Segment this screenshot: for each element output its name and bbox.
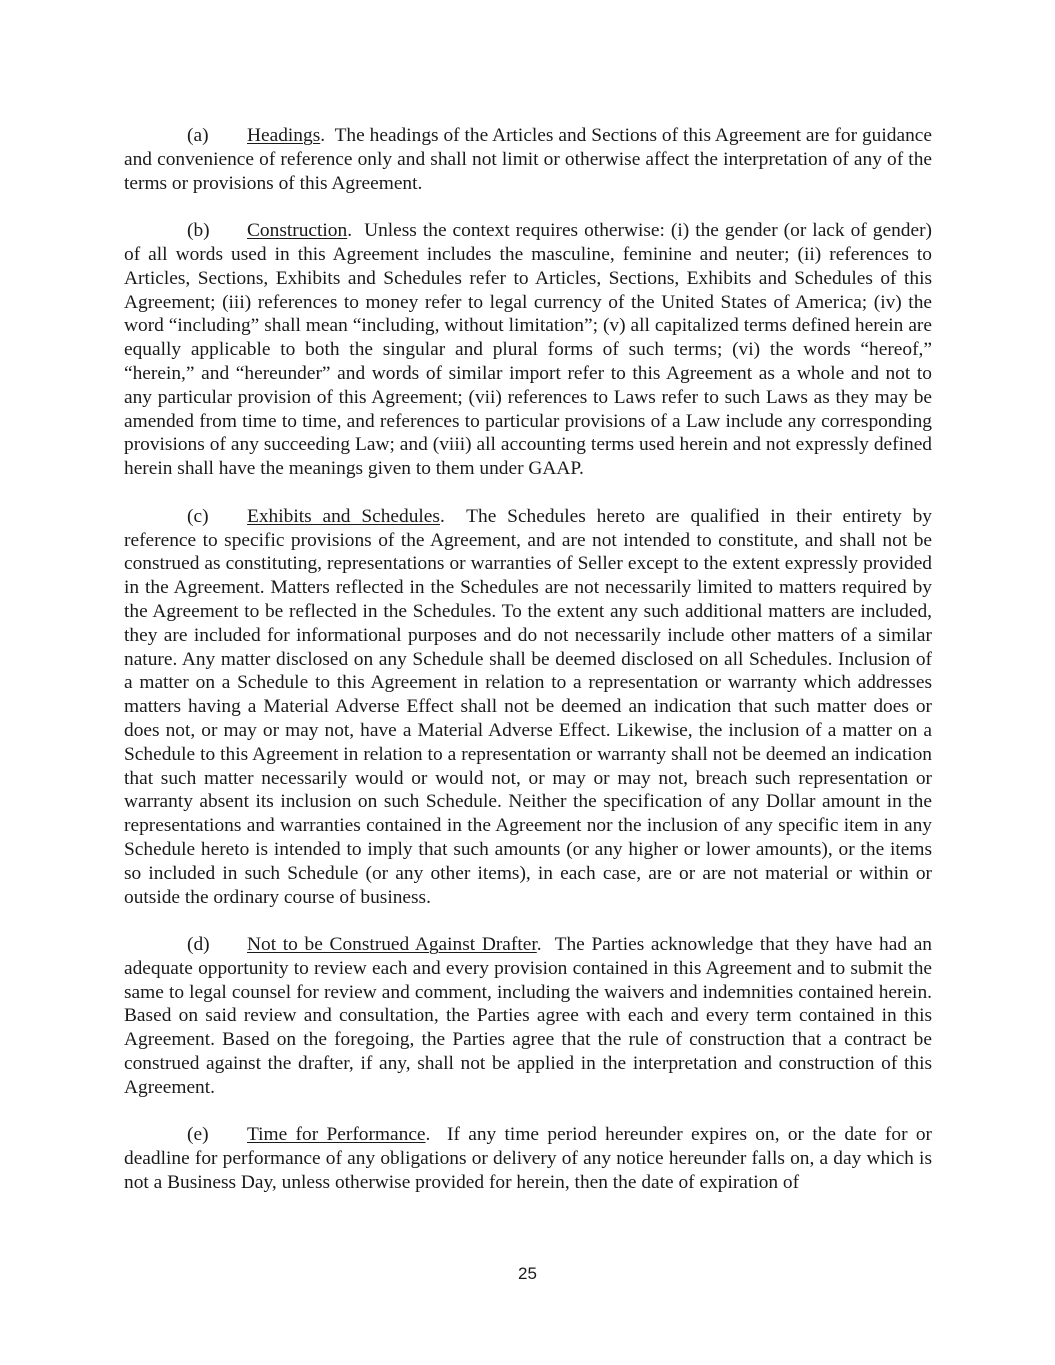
paragraph-label: (d) xyxy=(187,934,210,956)
paragraph-heading: Construction xyxy=(247,220,348,242)
paragraph-text: Unless the context requires otherwise: (i) the gender (or lack of gender) of all words used in this Agreement includes the masculine, feminine and neuter; (ii) references to Articles, Sections, Exhibits and Schedules refer to Articles, Sections, Exhibits and Schedules of this Agreement; (iii) references to money refer to legal currency of the United States of America; (iv) the word “including” shall mean “including, without limitation”; (v) all capitalized terms defined herein are equally applicable to both the singular and plural forms of such terms; (vi) the words “hereof,” “herein,” and “hereunder” and words of similar import refer to this Agreement as a whole and not to any particular provision of this Agreement; (vii) references to Laws refer to such Laws as they may be amended from time to time, and references to particular provisions of a Law include any corresponding provisions of any succeeding Law; and (viii) all accounting terms used herein and not expressly defined herein shall have the meanings given to them under GAAP. xyxy=(124,220,932,480)
paragraph-a: (a) Headings. The headings of the Articles and Sections of this Agreement are for guidance and convenience of reference only and shall not limit or otherwise affect the interpretation of any of the terms or provisions of this Agreement. xyxy=(124,125,932,194)
document-body xyxy=(124,124,932,1195)
paragraph-text: The Schedules hereto are qualified in their entirety by reference to specific provisions of the Agreement, and are not intended to constitute, and shall not be construed as constituting, representations or warranties of Seller except to the extent expressly provided in the Agreement. Matters reflected in the Schedules are not necessarily limited to matters required by the Agreement to be reflected in the Schedules. To the extent any such additional matters are included, they are included for informational purposes and do not necessarily include other matters of a similar nature. Any matter disclosed on any Schedule shall be deemed disclosed on all Schedules. Inclusion of a matter on a Schedule to this Agreement in relation to a representation or warranty which addresses matters having a Material Adverse Effect shall not be deemed an indication that such matter does or does not, or may or may not, have a Material Adverse Effect. Likewise, the inclusion of a matter on a Schedule to this Agreement in relation to a representation or warranty shall not be deemed an indication that such matter necessarily would or would not, or may or may not, breach such representation or warranty absent its inclusion on such Schedule. Neither the specification of any Dollar amount in the representations and warranties contained in the Agreement nor the inclusion of any specific item in any Schedule hereto is intended to imply that such amounts (or any higher or lower amounts), or the items so included in such Schedule (or any other items), in each case, are or are not material or within or outside the ordinary course of business. xyxy=(124,505,932,908)
paragraph-label: (e) xyxy=(187,1124,209,1146)
paragraph-d: (d) Not to be Construed Against Drafter. The Parties acknowledge that they have had an adequate opportunity to review each and every provision contained in this Agreement and to submit the same to legal counsel for review and comment, including the waivers and indemnities contained herein. Based on said review and consultation, the Parties agree with each and every term contained in this Agreement. Based on the foregoing, the Parties agree that the rule of construction that a contract be construed against the drafter, if any, shall not be applied in the interpretation and construction of this Agreement. xyxy=(124,934,933,1098)
paragraph-c: (c) Exhibits and Schedules. The Schedules hereto are qualified in their entirety by reference to specific provisions of the Agreement, and are not intended to constitute, and shall not be construed as constituting, representations or warranties of Seller except to the extent expressly provided in the Agreement. Matters reflected in the Schedules are not necessarily limited to matters required by the Agreement to be reflected in the Schedules. To the extent any such additional matters are included, they are included for informational purposes and do not necessarily include other matters of a similar nature. Any matter disclosed on any Schedule shall be deemed disclosed on all Schedules. Inclusion of a matter on a Schedule to this Agreement in relation to a representation or warranty which addresses matters having a Material Adverse Effect shall not be deemed an indication that such matter does or does not, or may or may not, have a Material Adverse Effect. Likewise, the inclusion of a matter on a Schedule to this Agreement in relation to a representation or warranty shall not be deemed an indication that such matter necessarily would or would not, or may or may not, breach such representation or warranty absent its inclusion on such Schedule. Neither the specification of any Dollar amount in the representations and warranties contained in the Agreement nor the inclusion of any specific item in any Schedule hereto is intended to imply that such amounts (or any higher or lower amounts), or the items so included in such Schedule (or any other items), in each case, are or are not material or within or outside the ordinary course of business. xyxy=(124,505,932,908)
paragraph-heading: Headings xyxy=(247,125,321,146)
paragraph-label: (a) xyxy=(187,125,209,146)
paragraph-label: (c) xyxy=(187,505,209,527)
paragraph-e: (e) Time for Performance. If any time period hereunder expires on, or the date for or deadline for performance of any obligations or delivery of any notice hereunder falls on, a day which is not a Business Day, unless otherwise provided for herein, then the date of expiration of xyxy=(124,1124,932,1194)
paragraph-heading: Exhibits and Schedules xyxy=(247,505,440,527)
paragraph-heading: Not to be Construed Against Drafter xyxy=(247,934,537,956)
paragraph-text: The Parties acknowledge that they have had an adequate opportunity to review each and every provision contained in this Agreement and to submit the same to legal counsel for review and comment, including the waivers and indemnities contained herein. Based on said review and consultation, the Parties agree with each and every term contained in this Agreement. Based on the foregoing, the Parties agree that the rule of construction that a contract be construed against the drafter, if any, shall not be applied in the interpretation and construction of this Agreement. xyxy=(124,934,933,1098)
paragraph-text: The headings of the Articles and Sections of this Agreement are for guidance and convenience of reference only and shall not limit or otherwise affect the interpretation of any of the terms or provisions of this Agreement. xyxy=(124,125,932,194)
page-number: 25 xyxy=(518,1264,537,1283)
paragraph-heading: Time for Performance xyxy=(247,1124,426,1146)
paragraph-text: If any time period hereunder expires on, or the date for or deadline for performance of any obligations or delivery of any notice hereunder falls on, a day which is not a Business Day, unless otherwise provided for herein, then the date of expiration of xyxy=(124,1124,932,1194)
paragraph-label: (b) xyxy=(187,220,210,242)
paragraph-b: (b) Construction. Unless the context requires otherwise: (i) the gender (or lack of gender) of all words used in this Agreement includes the masculine, feminine and neuter; (ii) references to Articles, Sections, Exhibits and Schedules refer to Articles, Sections, Exhibits and Schedules of this Agreement; (iii) references to money refer to legal currency of the United States of America; (iv) the word “including” shall mean “including, without limitation”; (v) all capitalized terms defined herein are equally applicable to both the singular and plural forms of such terms; (vi) the words “hereof,” “herein,” and “hereunder” and words of similar import refer to this Agreement as a whole and not to any particular provision of this Agreement; (vii) references to Laws refer to such Laws as they may be amended from time to time, and references to particular provisions of a Law include any corresponding provisions of any succeeding Law; and (viii) all accounting terms used herein and not expressly defined herein shall have the meanings given to them under GAAP. xyxy=(124,220,932,480)
